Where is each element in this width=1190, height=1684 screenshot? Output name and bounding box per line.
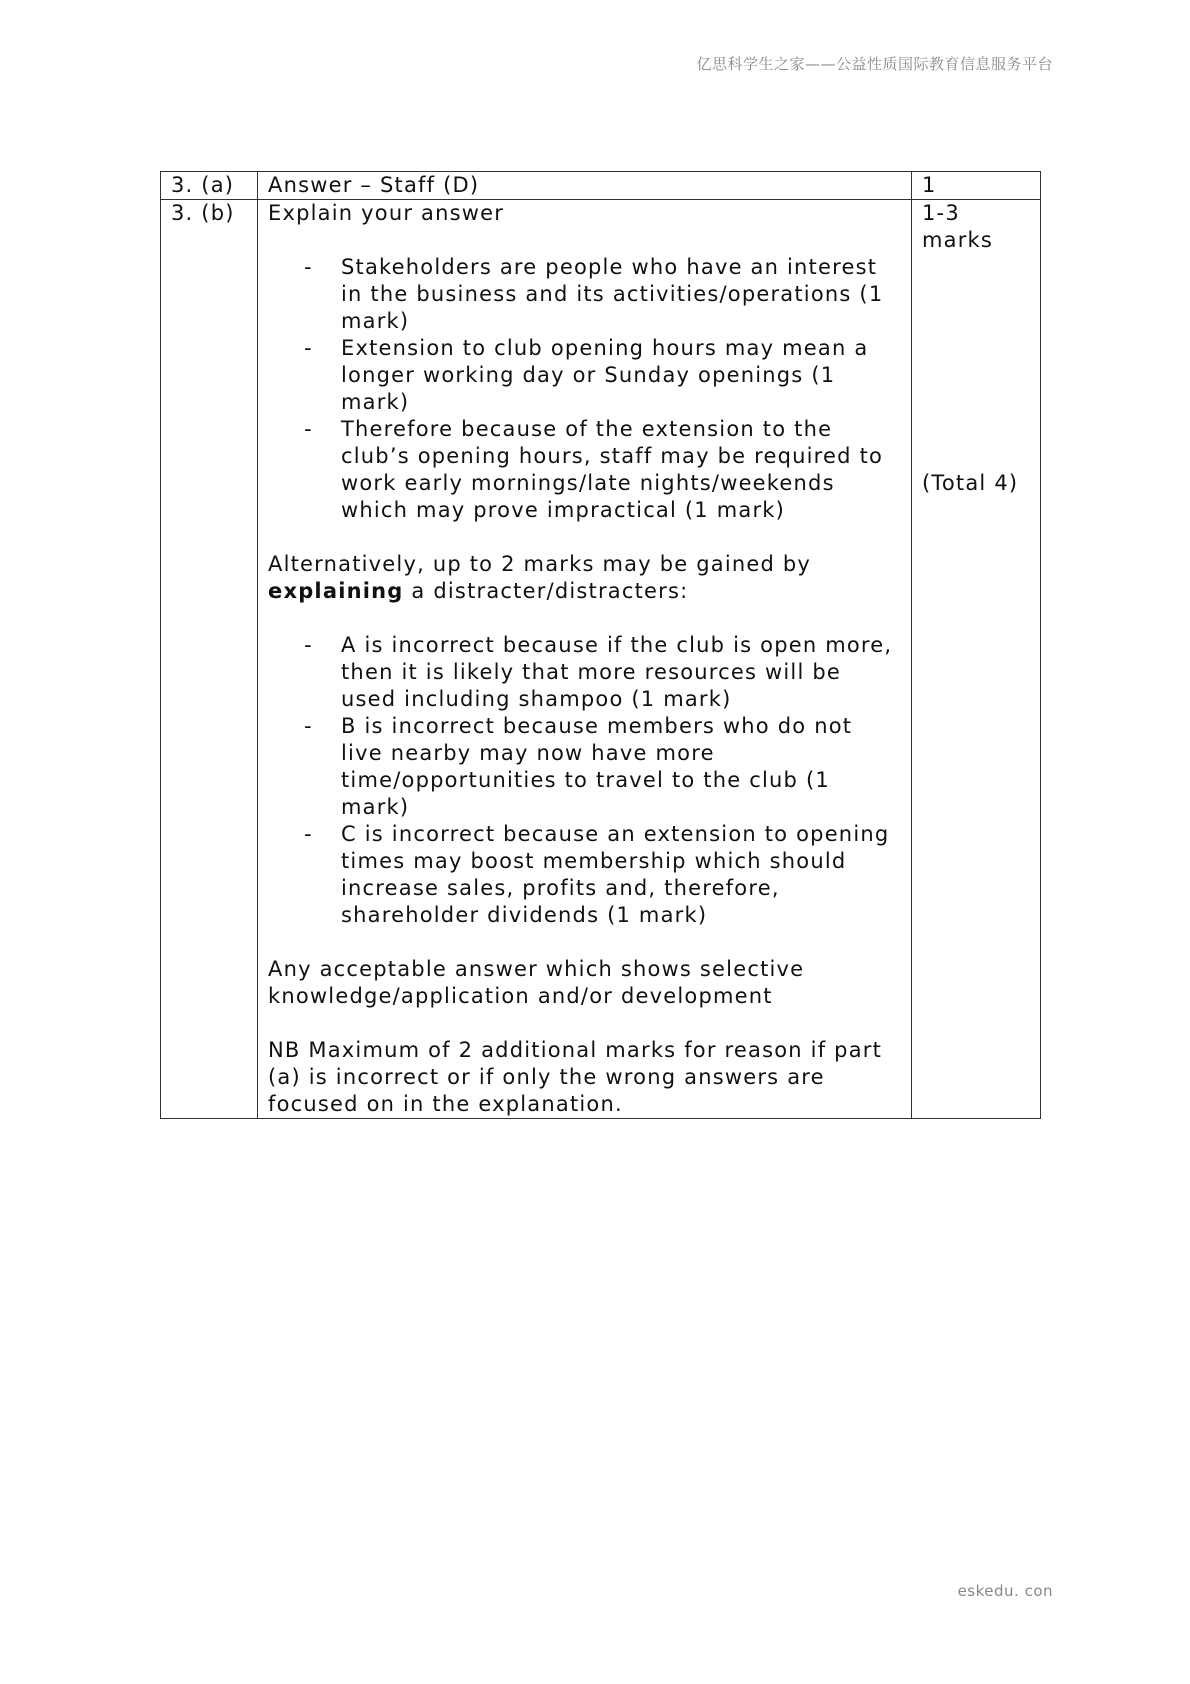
alt-intro-bold: explaining xyxy=(268,579,404,603)
list-item: - B is incorrect because members who do not live nearby may now have more time/opportunities to travel to the club (1 mark) xyxy=(341,713,901,821)
mark-scheme-table xyxy=(160,171,1041,1119)
list-item: - Stakeholders are people who have an interest in the business and its activities/operations (1 mark) xyxy=(341,254,901,335)
answer-cell xyxy=(258,200,912,1119)
question-number: 3. (a) xyxy=(161,172,258,200)
alt-intro-tail: a distracter/distracters: xyxy=(411,579,689,603)
table-row xyxy=(161,200,1041,1119)
list-item: - Therefore because of the extension to the club’s opening hours, staff may be required to work early mornings/late nights/weekends which may prove impractical (1 mark) xyxy=(341,416,901,524)
marks-cell: 1 xyxy=(912,172,1041,200)
total-marks: (Total 4) xyxy=(922,471,1019,495)
answer-heading: Explain your answer xyxy=(268,201,505,225)
table-row xyxy=(161,172,1041,200)
footer-site: eskedu. con xyxy=(957,1582,1053,1600)
acceptable-answer-note: Any acceptable answer which shows selective knowledge/application and/or development xyxy=(268,957,805,1008)
main-points-list xyxy=(268,254,901,524)
header-watermark: 亿思科学生之家——公益性质国际教育信息服务平台 xyxy=(696,55,1053,73)
question-number: 3. (b) xyxy=(161,200,258,1119)
marks-range: 1-3 marks xyxy=(922,201,994,252)
alternative-intro xyxy=(268,551,901,605)
answer-text: Answer – Staff (D) xyxy=(258,172,912,200)
alt-intro-text: Alternatively, up to 2 marks may be gained by xyxy=(268,552,812,576)
list-item: - A is incorrect because if the club is open more, then it is likely that more resources will be used including shampoo (1 mark) xyxy=(341,632,901,713)
nb-note: NB Maximum of 2 additional marks for reason if part (a) is incorrect or if only the wrong answers are focused on in the explanation. xyxy=(268,1038,883,1116)
list-item: - C is incorrect because an extension to opening times may boost membership which should increase sales, profits and, therefore, shareholder dividends (1 mark) xyxy=(341,821,901,929)
marks-cell xyxy=(912,200,1041,1119)
list-item: - Extension to club opening hours may mean a longer working day or Sunday openings (1 mark) xyxy=(341,335,901,416)
distracters-list xyxy=(268,632,901,929)
